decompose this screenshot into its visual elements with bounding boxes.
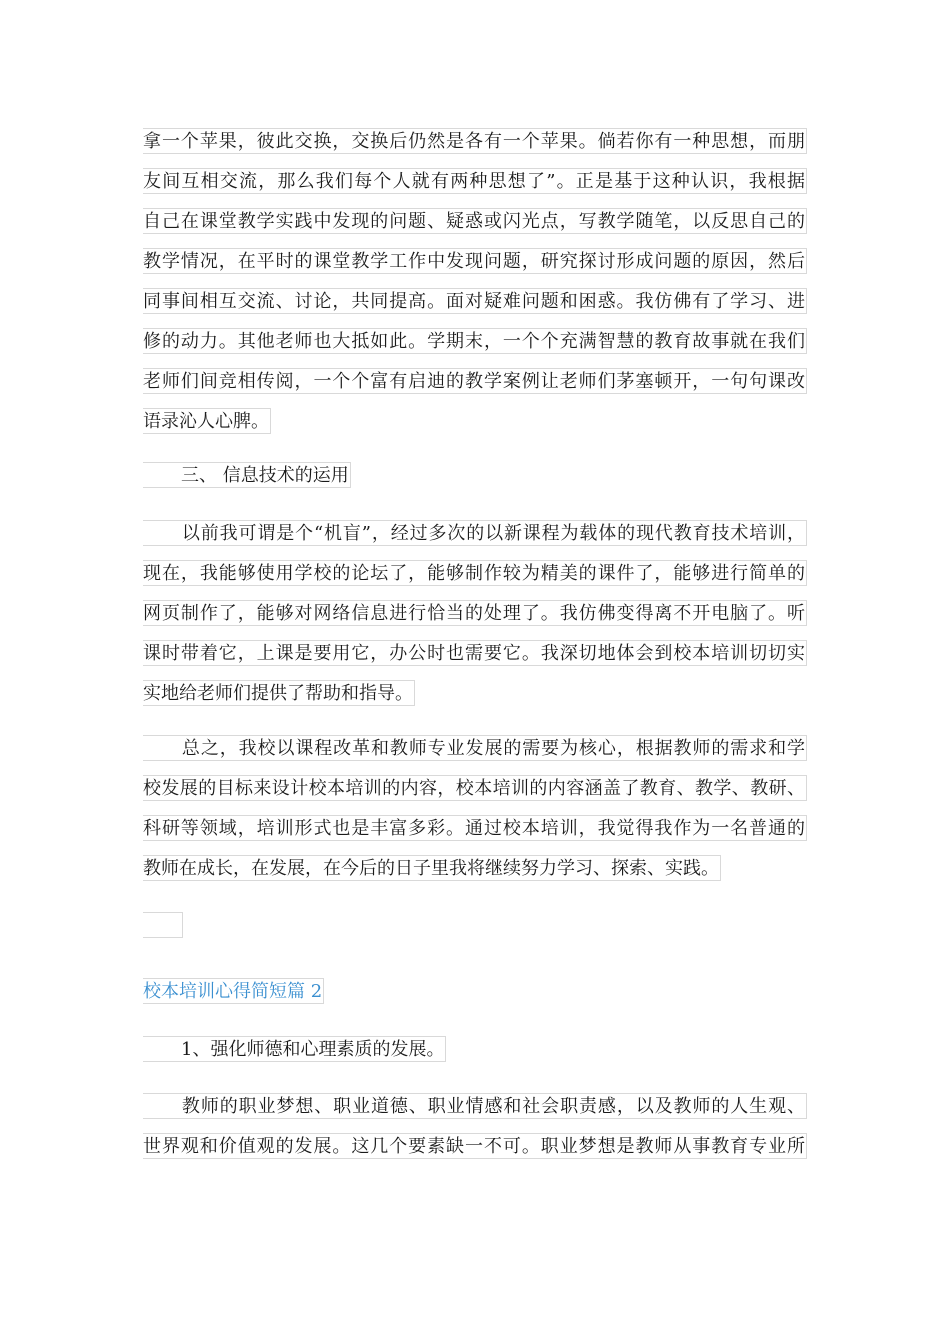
- empty-text-box: [143, 912, 183, 938]
- paragraph-line: 语录沁人心脾。: [143, 401, 807, 441]
- article-heading: [143, 971, 807, 1011]
- paragraph-3: [143, 728, 807, 888]
- paragraph-line: 现在，我能够使用学校的论坛了，能够制作较为精美的课件了，能够进行简单的: [143, 553, 807, 593]
- paragraph-line: 实地给老师们提供了帮助和指导。: [143, 673, 807, 713]
- point-heading: [143, 1029, 807, 1069]
- section-title: 三、 信息技术的运用: [143, 455, 807, 495]
- paragraph-line: 友间互相交流，那么我们每个人就有两种思想了”。正是基于这种认识，我根据: [143, 161, 807, 201]
- paragraph-line: 教学情况，在平时的课堂教学工作中发现问题，研究探讨形成问题的原因，然后: [143, 241, 807, 281]
- paragraph-2: [143, 513, 807, 713]
- paragraph-line: 拿一个苹果，彼此交换，交换后仍然是各有一个苹果。倘若你有一种思想，而朋: [143, 121, 807, 161]
- point-title: 1、强化师德和心理素质的发展。: [143, 1029, 807, 1069]
- paragraph-line: 总之，我校以课程改革和教师专业发展的需要为核心，根据教师的需求和学: [143, 728, 807, 768]
- paragraph-line: 以前我可谓是个“机盲”，经过多次的以新课程为载体的现代教育技术培训，: [143, 513, 807, 553]
- paragraph-4: [143, 1086, 807, 1166]
- paragraph-line: 网页制作了，能够对网络信息进行恰当的处理了。我仿佛变得离不开电脑了。听: [143, 593, 807, 633]
- paragraph-line: 同事间相互交流、讨论，共同提高。面对疑难问题和困惑。我仿佛有了学习、进: [143, 281, 807, 321]
- paragraph-line: 课时带着它，上课是要用它，办公时也需要它。我深切地体会到校本培训切切实: [143, 633, 807, 673]
- paragraph-line: 科研等领域，培训形式也是丰富多彩。通过校本培训，我觉得我作为一名普通的: [143, 808, 807, 848]
- paragraph-1: [143, 121, 807, 441]
- paragraph-line: 教师的职业梦想、职业道德、职业情感和社会职责感，以及教师的人生观、: [143, 1086, 807, 1126]
- paragraph-line: 教师在成长，在发展，在今后的日子里我将继续努力学习、探索、实践。: [143, 848, 807, 888]
- section-heading: [143, 455, 807, 495]
- paragraph-line: 修的动力。其他老师也大抵如此。学期末，一个个充满智慧的教育故事就在我们: [143, 321, 807, 361]
- paragraph-line: 老师们间竞相传阅，一个个富有启迪的教学案例让老师们茅塞顿开，一句句课改: [143, 361, 807, 401]
- paragraph-line: 世界观和价值观的发展。这几个要素缺一不可。职业梦想是教师从事教育专业所: [143, 1126, 807, 1166]
- article-title: 校本培训心得简短篇 2: [143, 971, 807, 1011]
- paragraph-line: 自己在课堂教学实践中发现的问题、疑惑或闪光点，写教学随笔，以反思自己的: [143, 201, 807, 241]
- paragraph-line: 校发展的目标来设计校本培训的内容，校本培训的内容涵盖了教育、教学、教研、: [143, 768, 807, 808]
